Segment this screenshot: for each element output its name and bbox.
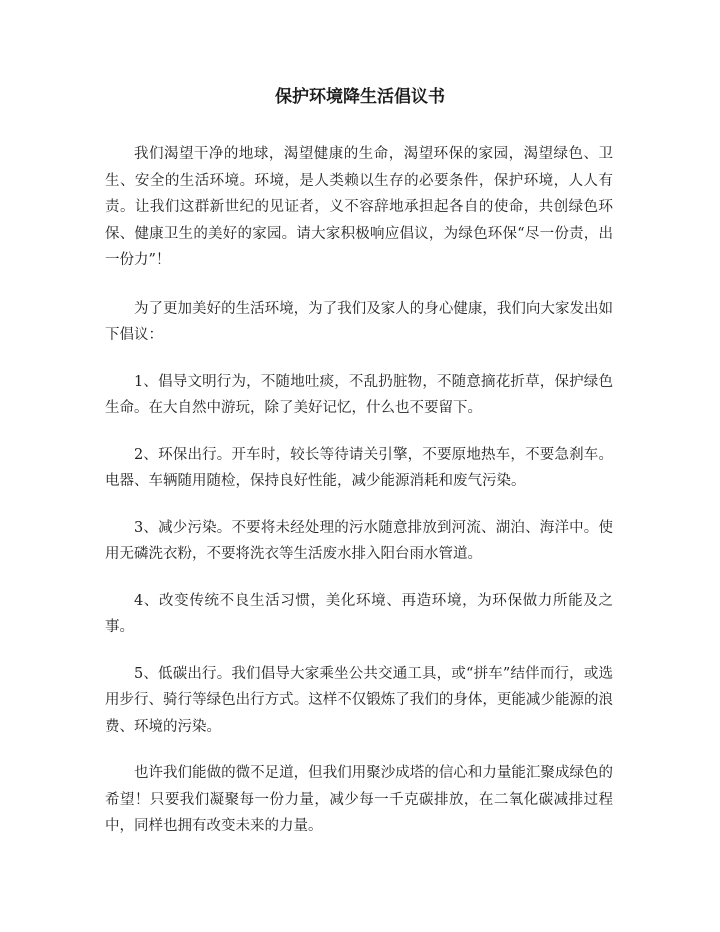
document-body <box>105 141 613 860</box>
paragraph-proposal-lead: 为了更加美好的生活环境，为了我们及家人的身心健康，我们向大家发出如下倡议： <box>105 300 613 343</box>
document-title: 保护环境降生活倡议书 <box>275 87 445 107</box>
paragraph-closing: 也许我们能做的微不足道，但我们用聚沙成塔的信心和力量能汇聚成绿色的希望！只要我们凝聚每一份力量，减少每一千克碳排放，在二氧化碳减排过程中，同样也拥有改变未来的力量。 <box>105 765 613 834</box>
paragraph-item-4: 4、改变传统不良生活习惯，美化环境、再造环境，为环保做力所能及之事。 <box>105 592 613 635</box>
paragraph-item-5: 5、低碳出行。我们倡导大家乘坐公共交通工具，或“拼车”结伴而行，或选用步行、骑行等绿色出行方式。这样不仅锻炼了我们的身体，更能减少能源的浪费、环境的污染。 <box>105 665 613 735</box>
paragraph-item-3: 3、减少污染。不要将未经处理的污水随意排放到河流、湖泊、海洋中。使用无磷洗衣粉，不要将洗衣等生活废水排入阳台雨水管道。 <box>105 519 613 562</box>
paragraph-item-2: 2、环保出行。开车时，较长等待请关引擎，不要原地热车，不要急刹车。电器、车辆随用随检，保持良好性能，减少能源消耗和废气污染。 <box>105 446 613 489</box>
paragraph-intro: 我们渴望干净的地球，渴望健康的生命，渴望环保的家园，渴望绿色、卫生、安全的生活环境。环境，是人类赖以生存的必要条件，保护环境，人人有责。让我们这群新世纪的见证者，义不容辞地承担起各自的使命，共创绿色环保、健康卫生的美好的家园。请大家积极响应倡议，为绿色环保“尽一份责，出一份力”！ <box>105 146 613 268</box>
paragraph-item-1: 1、倡导文明行为，不随地吐痰，不乱扔脏物，不随意摘花折草，保护绿色生命。在大自然中游玩，除了美好记忆，什么也不要留下。 <box>105 373 613 416</box>
